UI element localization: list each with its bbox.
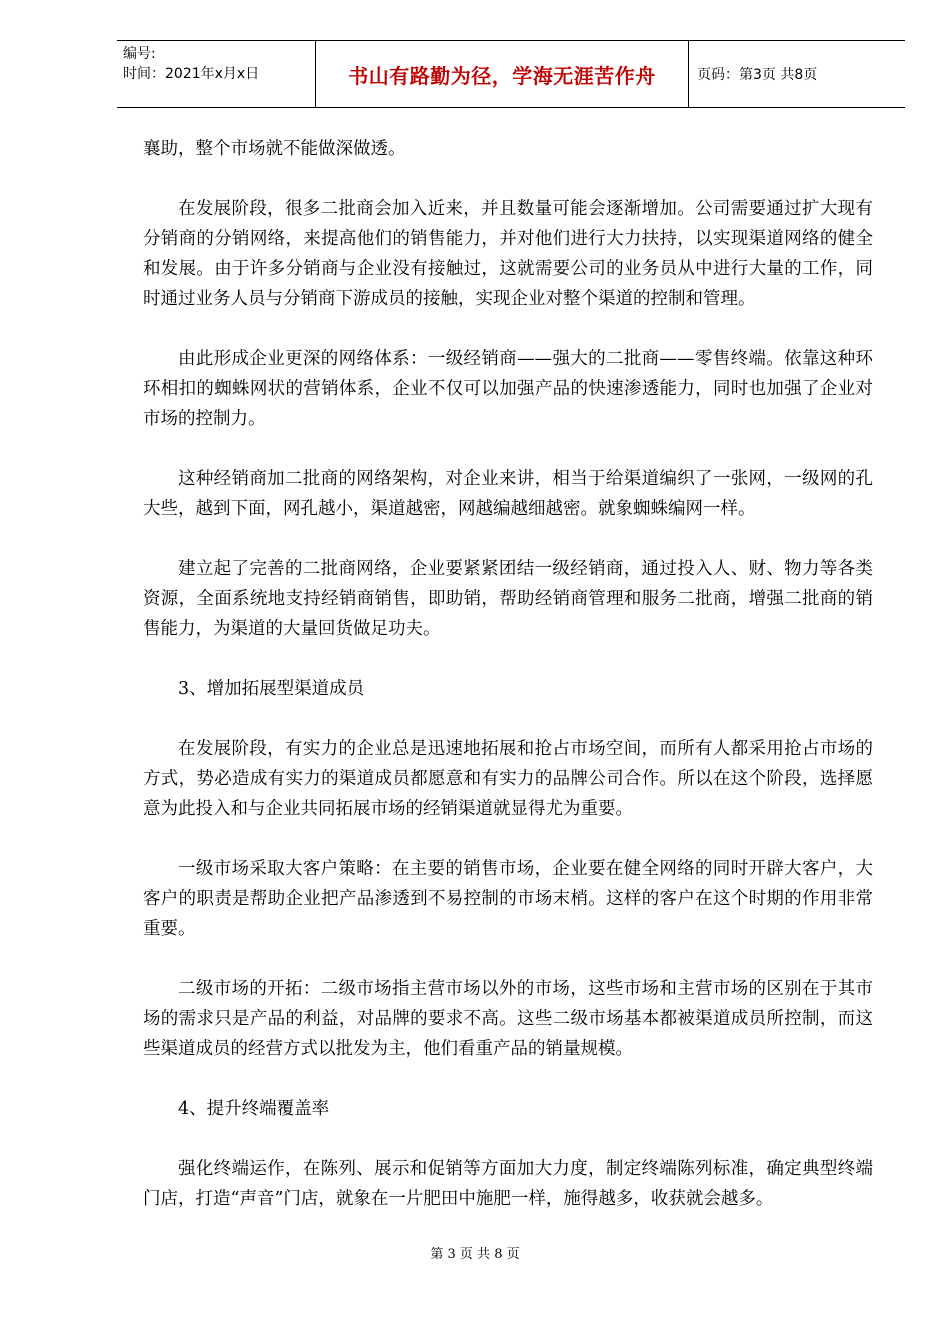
section-heading: 3、增加拓展型渠道成员 — [178, 679, 365, 699]
header-meta — [117, 41, 315, 107]
page-footer: 第 3 页 共 8 页 — [430, 1247, 520, 1262]
document-time-label: 时间：2021年x月x日 — [123, 66, 260, 82]
header-page-number: 页码：第3页 共8页 — [697, 67, 818, 83]
section-heading: 4、提升终端覆盖率 — [178, 1099, 330, 1119]
header-motto: 书山有路勤为径，学海无涯苦作舟 — [315, 41, 689, 107]
page-header — [117, 40, 905, 108]
paragraph: 一级市场采取大客户策略：在主要的销售市场，企业要在健全网络的同时开辟大客户，大客户的职责是帮助企业把产品渗透到不易控制的市场末梢。这样的客户在这个时期的作用非常重要。 — [143, 859, 873, 939]
paragraph: 建立起了完善的二批商网络，企业要紧紧团结一级经销商，通过投入人、财、物力等各类资源，全面系统地支持经销商销售，即助销，帮助经销商管理和服务二批商，增强二批商的销售能力，为渠道的大量回货做足功夫。 — [143, 559, 873, 639]
paragraph: 在发展阶段，很多二批商会加入近来，并且数量可能会逐渐增加。公司需要通过扩大现有分销商的分销网络，来提高他们的销售能力，并对他们进行大力扶持，以实现渠道网络的健全和发展。由于许多分销商与企业没有接触过，这就需要公司的业务员从中进行大量的工作，同时通过业务人员与分销商下游成员的接触，实现企业对整个渠道的控制和管理。 — [143, 199, 873, 309]
paragraph: 二级市场的开拓：二级市场指主营市场以外的市场，这些市场和主营市场的区别在于其市场的需求只是产品的利益，对品牌的要求不高。这些二级市场基本都被渠道成员所控制，而这些渠道成员的经营方式以批发为主，他们看重产品的销量规模。 — [143, 979, 873, 1059]
paragraph: 由此形成企业更深的网络体系：一级经销商——强大的二批商——零售终端。依靠这种环环相扣的蜘蛛网状的营销体系，企业不仅可以加强产品的快速渗透能力，同时也加强了企业对市场的控制力。 — [143, 349, 873, 429]
document-body — [143, 134, 873, 1244]
paragraph-continuation: 襄助，整个市场就不能做深做透。 — [143, 139, 406, 159]
paragraph: 这种经销商加二批商的网络架构，对企业来讲，相当于给渠道编织了一张网，一级网的孔大些，越到下面，网孔越小，渠道越密，网越编越细越密。就象蜘蛛编网一样。 — [143, 469, 873, 519]
paragraph: 强化终端运作，在陈列、展示和促销等方面加大力度，制定终端陈列标准，确定典型终端门店，打造“声音”门店，就象在一片肥田中施肥一样，施得越多，收获就会越多。 — [143, 1159, 873, 1209]
paragraph: 在发展阶段，有实力的企业总是迅速地拓展和抢占市场空间，而所有人都采用抢占市场的方式，势必造成有实力的渠道成员都愿意和有实力的品牌公司合作。所以在这个阶段，选择愿意为此投入和与企业共同拓展市场的经销渠道就显得尤为重要。 — [143, 739, 873, 819]
document-number-label: 编号: — [123, 46, 156, 62]
